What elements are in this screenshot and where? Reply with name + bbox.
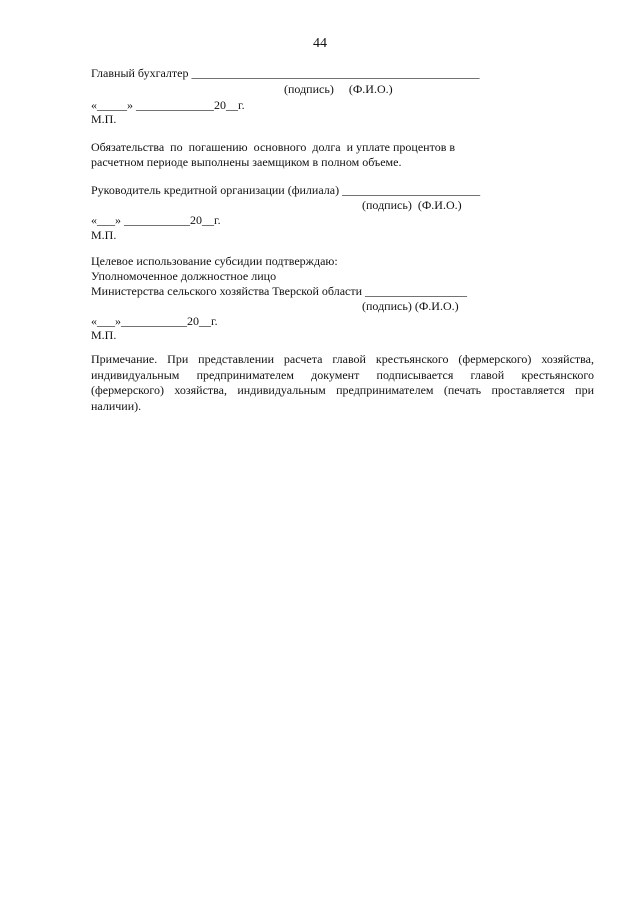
- subsidy-confirmation-stamp: М.П.: [91, 328, 117, 342]
- subsidy-confirmation-date: «___»___________20__г.: [91, 314, 218, 328]
- credit-org-head-stamp: М.П.: [91, 228, 117, 242]
- chief-accountant-date: «_____» _____________20__г.: [91, 98, 245, 112]
- subsidy-confirmation-signature-line: Министерства сельского хозяйства Тверской области _________________: [91, 284, 468, 298]
- credit-org-head-signature-line: Руководитель кредитной организации (филиала) _______________________: [91, 183, 481, 197]
- obligations-text-line-2: расчетном периоде выполнены заемщиком в полном объеме.: [91, 155, 402, 169]
- chief-accountant-signature-line: Главный бухгалтер ________________________________________________: [91, 66, 480, 80]
- chief-accountant-stamp: М.П.: [91, 112, 117, 126]
- subsidy-confirmation-signature-caption: (подпись) (Ф.И.О.): [362, 299, 459, 313]
- subsidy-confirmation-line-2: Уполномоченное должностное лицо: [91, 269, 277, 283]
- credit-org-head-signature-caption: (подпись) (Ф.И.О.): [362, 198, 462, 212]
- credit-org-head-date: «___» ___________20__г.: [91, 213, 221, 227]
- chief-accountant-signature-caption: (подпись) (Ф.И.О.): [284, 82, 393, 96]
- note-paragraph: Примечание. При представлении расчета главой крестьянского (фермерского) хозяйства, индивидуальным предпринимателем документ подписывается главой крестьянского (фермерского) хозяйства, индивидуальным предпринимателем (печать проставляется при наличии).: [91, 352, 594, 413]
- subsidy-confirmation-line-1: Целевое использование субсидии подтверждаю:: [91, 254, 338, 268]
- page-number: 44: [313, 36, 327, 51]
- obligations-text-line-1: Обязательства по погашению основного долга и уплате процентов в: [91, 140, 456, 154]
